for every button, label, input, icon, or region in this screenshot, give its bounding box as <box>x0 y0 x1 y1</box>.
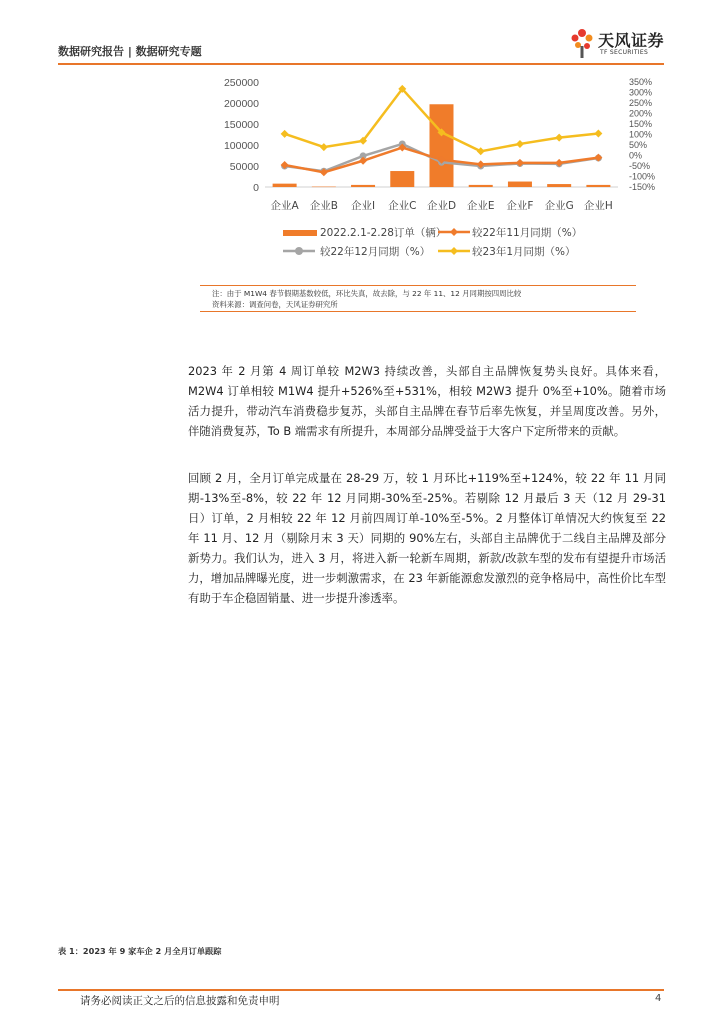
legend-label-nov: 较22年11月同期（%） <box>472 227 583 239</box>
point-jan <box>477 147 485 155</box>
left-tick-label: 250000 <box>223 77 259 89</box>
point-nov <box>516 159 524 167</box>
legend-label-orders: 2022.2.1-2.28订单（辆） <box>320 227 447 239</box>
bar <box>547 184 571 187</box>
tf-securities-logo <box>568 22 668 62</box>
category-labels <box>271 199 613 212</box>
bar <box>351 185 375 187</box>
bar <box>390 171 414 187</box>
left-tick-label: 150000 <box>223 119 259 131</box>
legend-label-jan: 较23年1月同期（%） <box>472 246 576 258</box>
category-label: 企业H <box>583 200 613 212</box>
left-tick-label: 200000 <box>223 98 259 110</box>
footer-disclaimer: 请务必阅读正文之后的信息披露和免责申明 <box>80 995 280 1007</box>
point-jan <box>320 143 328 151</box>
paragraph-february-review: 回顾 2 月，全月订单完成量在 28-29 万，较 1 月环比+119%至+124%，较 22 年 11 月同期-13%至-8%，较 22 年 12 月同期-30%至-25%。若剔除 12 月最后 3 天（12 月 29-31 日）订单，2 月相较 22 年 12 月前四周订单-10%至-5%。2 月整体订单情况大约恢复至 22 年 11 月、12 月（剔除月末 3 天）同期的 90%左右，头部自主品牌优于二线自主品牌及部分新势力。我们认为，进入 3 月，将进入新一轮新车周期，新款/改款车型的发布有望提升市场活力，增加品牌曝光度，进一步刺激需求，在 23 年新能源愈发激烈的竞争格局中，高性价比车型有助于车企稳固销量、进一步提升渗透率。 <box>188 471 666 605</box>
legend-dec-swatch <box>283 246 315 256</box>
report-category: 数据研究报告 | 数据研究专题 <box>58 45 202 58</box>
category-label: 企业I <box>351 200 376 212</box>
category-label: 企业C <box>388 200 417 212</box>
header-divider <box>58 63 664 65</box>
category-label: 企业D <box>426 200 457 212</box>
legend-jan-swatch <box>438 246 470 256</box>
point-jan <box>555 134 563 142</box>
right-tick-label: 350% <box>629 77 653 87</box>
right-tick-label: 300% <box>629 87 653 98</box>
logo-chinese-name: 天风证券 <box>598 31 665 50</box>
point-jan <box>281 130 289 138</box>
chart-source: 资料来源：调查问卷，天风证券研究所 <box>212 300 338 309</box>
left-tick-label: 0 <box>253 182 259 194</box>
category-label: 企业G <box>544 200 574 212</box>
point-nov <box>594 154 602 162</box>
footer-divider <box>58 989 664 991</box>
note-divider-top <box>200 285 636 286</box>
bar <box>586 185 610 187</box>
category-label: 企业E <box>466 200 495 212</box>
point-jan <box>516 140 524 148</box>
page-number: 4 <box>655 993 662 1004</box>
legend-nov-swatch <box>438 227 470 237</box>
left-tick-label: 100000 <box>223 140 259 152</box>
logo-english-name: TF SECURITIES <box>600 49 649 56</box>
right-tick-label: 250% <box>629 98 653 108</box>
point-jan <box>594 129 602 137</box>
bar <box>469 185 493 187</box>
table-caption: 表 1：2023 年 9 家车企 2 月全月订单跟踪 <box>58 946 222 956</box>
bar <box>312 187 336 188</box>
right-tick-label: 200% <box>629 108 653 119</box>
right-tick-label: 100% <box>629 129 653 140</box>
category-label: 企业A <box>270 200 299 212</box>
right-tick-label: -150% <box>629 182 656 192</box>
left-tick-label: 50000 <box>229 161 259 173</box>
right-tick-label: -100% <box>629 171 656 182</box>
flower-logo-icon <box>568 24 596 60</box>
category-label: 企业B <box>309 200 338 212</box>
left-axis-ticks <box>224 77 259 194</box>
paragraph-weekly-orders: 2023 年 2 月第 4 周订单较 M2W3 持续改善，头部自主品牌恢复势头良好。具体来看，M2W4 订单相较 M1W4 提升+526%至+531%，相较 M2W3 提升 0%至+10%。随着市场活力提升，带动汽车消费稳步复苏，头部自主品牌在春节后率先恢复，并呈周度改善。另外，伴随消费复苏，To B 端需求有所提升，本周部分品牌受益于大客户下定所带来的贡献。 <box>188 364 666 438</box>
right-tick-label: 150% <box>629 119 653 129</box>
right-tick-label: 0% <box>629 150 643 161</box>
bar <box>273 184 297 187</box>
legend-label-dec: 较22年12月同期（%） <box>320 246 431 258</box>
note-divider-bottom <box>200 311 636 312</box>
bar <box>430 104 454 187</box>
right-tick-label: 50% <box>629 140 648 150</box>
line-series <box>281 85 603 176</box>
legend-bar-swatch <box>283 230 317 236</box>
category-label: 企业F <box>506 200 534 212</box>
chart-note: 注：由于 M1W4 春节假期基数较低，环比失真，故去除，与 22 年 11、12 月同期按四周比较 <box>212 289 522 298</box>
bar <box>508 182 532 187</box>
right-tick-label: -50% <box>629 161 651 171</box>
right-axis-ticks <box>629 77 655 192</box>
